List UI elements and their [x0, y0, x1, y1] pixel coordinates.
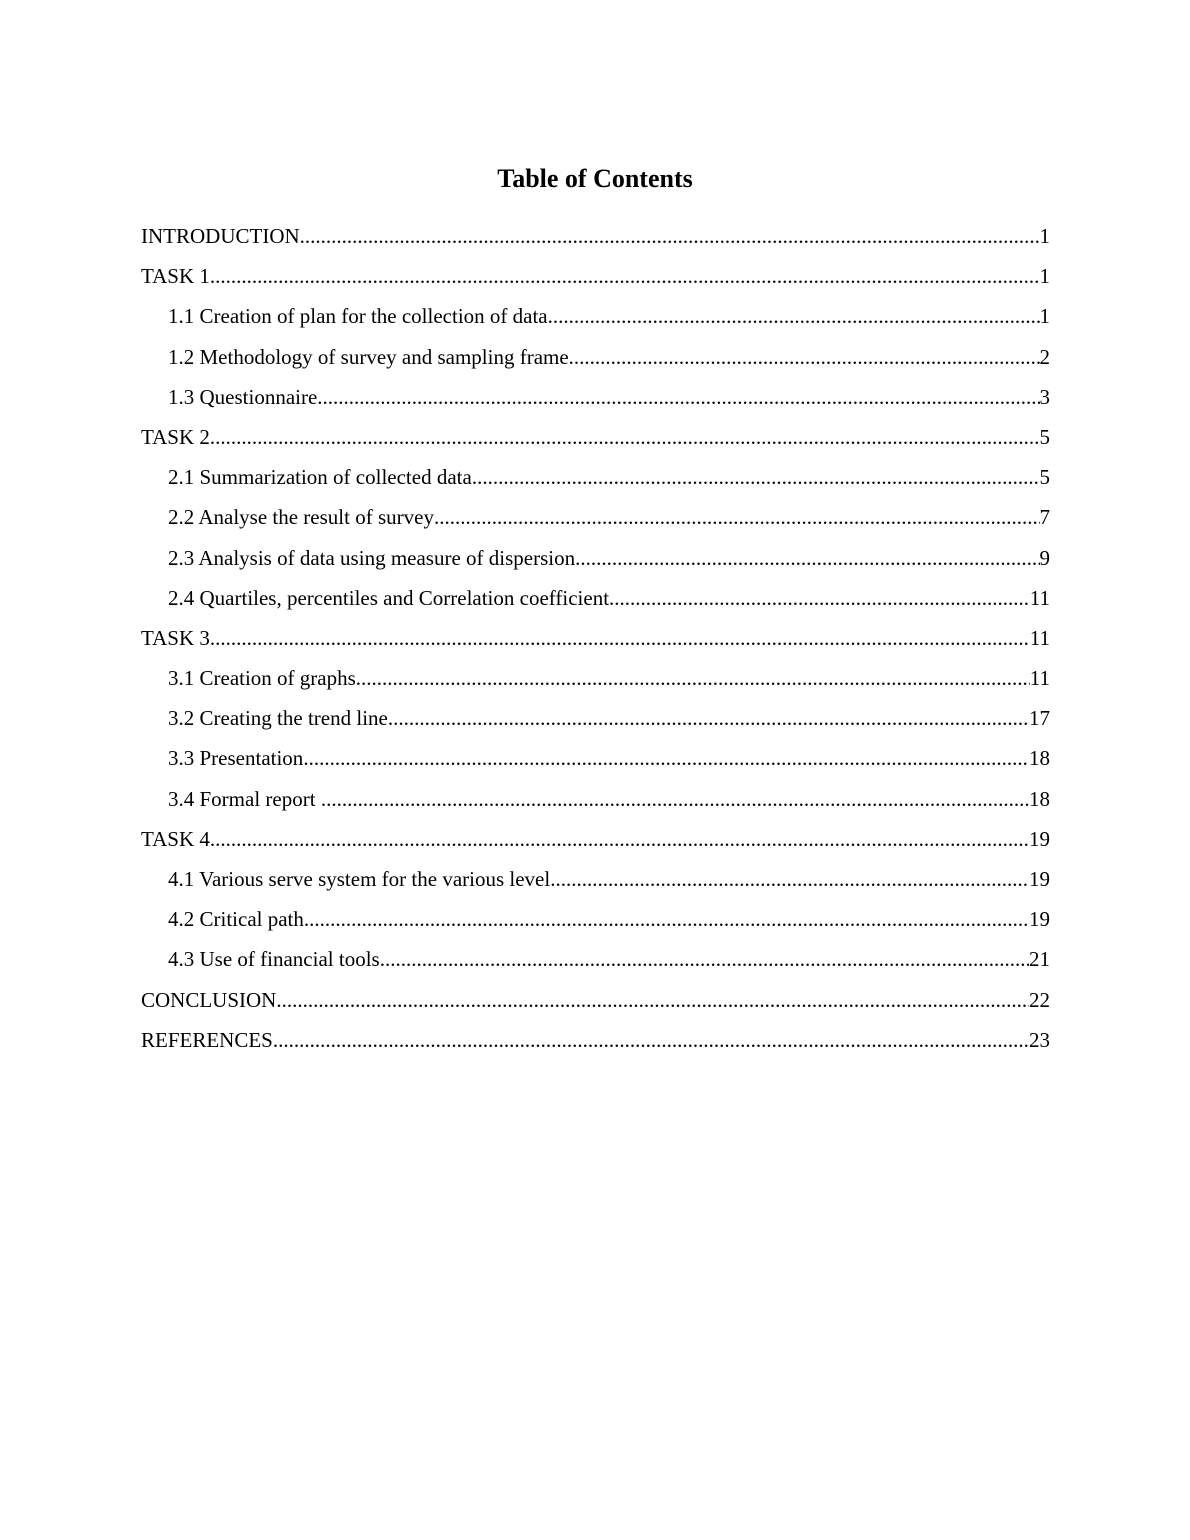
toc-entry-label: 4.3 Use of financial tools	[168, 947, 380, 972]
toc-entry-label: 1.3 Questionnaire	[168, 384, 318, 409]
toc-entry-page: 11	[1029, 666, 1050, 691]
toc-entry[interactable]	[141, 902, 1050, 942]
toc-entry[interactable]	[141, 299, 1050, 339]
toc-leader-dots	[575, 541, 1039, 575]
toc-leader-dots	[321, 782, 1029, 816]
toc-entry-label: 4.1 Various serve system for the various level	[168, 867, 551, 891]
toc-entry-page: 22	[1029, 987, 1050, 1012]
toc-entry-page: 19	[1029, 826, 1050, 851]
toc-entry-page: 18	[1029, 786, 1050, 811]
toc-entry[interactable]	[141, 983, 1050, 1023]
table-of-contents	[141, 219, 1050, 1063]
toc-leader-dots	[276, 983, 1029, 1017]
toc-leader-dots	[472, 460, 1040, 494]
toc-entry-page: 9	[1039, 545, 1050, 570]
toc-entry-page: 7	[1039, 505, 1050, 530]
toc-entry-label: 3.4 Formal report	[168, 786, 321, 811]
toc-entry-page: 11	[1029, 585, 1050, 610]
toc-entry-label: 1.2 Methodology of survey and sampling frame	[168, 344, 569, 369]
toc-entry[interactable]	[141, 460, 1050, 500]
toc-entry[interactable]	[141, 541, 1050, 581]
toc-entry-page: 23	[1029, 1027, 1050, 1052]
toc-entry-label: REFERENCES	[141, 1027, 273, 1052]
toc-entry-label: 3.3 Presentation	[168, 746, 304, 771]
toc-entry-label: TASK 4	[141, 826, 210, 851]
toc-leader-dots	[434, 500, 1040, 534]
toc-leader-dots	[210, 420, 1040, 454]
toc-entry-label: 3.2 Creating the trend line	[168, 706, 388, 731]
toc-leader-dots	[569, 340, 1040, 374]
toc-entry[interactable]	[141, 219, 1050, 259]
toc-entry[interactable]	[141, 380, 1050, 420]
toc-entry[interactable]	[141, 741, 1050, 781]
page-title: Table of Contents	[497, 164, 693, 193]
toc-leader-dots	[317, 380, 1039, 414]
toc-entry-label: TASK 3	[141, 625, 210, 650]
toc-entry-page: 5	[1039, 465, 1050, 490]
toc-entry[interactable]	[141, 500, 1050, 540]
toc-entry[interactable]	[141, 340, 1050, 380]
toc-entry-label: 2.1 Summarization of collected data	[168, 465, 472, 490]
toc-entry[interactable]	[141, 862, 1050, 902]
toc-entry-label: INTRODUCTION	[141, 224, 300, 248]
toc-entry-label: 2.3 Analysis of data using measure of dispersion	[168, 545, 576, 570]
toc-leader-dots	[273, 1023, 1029, 1057]
toc-entry[interactable]	[141, 701, 1050, 741]
toc-entry-page: 1	[1039, 304, 1050, 329]
toc-entry-page: 5	[1039, 424, 1050, 449]
toc-leader-dots	[609, 581, 1030, 615]
toc-entry-page: 19	[1029, 867, 1050, 891]
toc-entry[interactable]	[141, 420, 1050, 460]
toc-entry-page: 19	[1029, 907, 1050, 932]
toc-leader-dots	[210, 259, 1040, 293]
toc-entry-page: 1	[1039, 264, 1050, 289]
toc-entry[interactable]	[141, 942, 1050, 982]
toc-entry-page: 11	[1029, 625, 1050, 650]
toc-entry-page: 2	[1039, 344, 1050, 369]
toc-entry-label: TASK 1	[141, 264, 210, 289]
toc-leader-dots	[380, 942, 1029, 976]
toc-entry[interactable]	[141, 621, 1050, 661]
toc-entry-page: 3	[1039, 384, 1050, 409]
toc-entry-page: 17	[1029, 706, 1050, 731]
toc-leader-dots	[210, 822, 1029, 856]
toc-entry[interactable]	[141, 259, 1050, 299]
toc-entry-label: 2.2 Analyse the result of survey	[168, 505, 434, 530]
toc-entry[interactable]	[141, 782, 1050, 822]
toc-leader-dots	[356, 661, 1030, 695]
toc-leader-dots	[210, 621, 1030, 655]
toc-entry-label: 2.4 Quartiles, percentiles and Correlation coefficient	[168, 585, 610, 610]
toc-entry[interactable]	[141, 661, 1050, 701]
toc-entry-label: 1.1 Creation of plan for the collection of data	[168, 304, 548, 329]
toc-leader-dots	[548, 299, 1040, 333]
toc-leader-dots	[304, 902, 1029, 936]
toc-entry-label: TASK 2	[141, 424, 210, 449]
toc-entry-label: CONCLUSION	[141, 987, 277, 1012]
toc-leader-dots	[550, 862, 1029, 896]
toc-entry-page: 18	[1029, 746, 1050, 771]
toc-entry[interactable]	[141, 581, 1050, 621]
toc-leader-dots	[300, 219, 1040, 253]
toc-entry[interactable]	[141, 1023, 1050, 1063]
toc-leader-dots	[303, 741, 1029, 775]
toc-entry-page: 21	[1029, 947, 1050, 972]
toc-leader-dots	[388, 701, 1029, 735]
toc-entry-label: 4.2 Critical path	[168, 907, 304, 932]
toc-entry[interactable]	[141, 822, 1050, 862]
toc-entry-label: 3.1 Creation of graphs	[168, 666, 356, 691]
toc-entry-page: 1	[1039, 224, 1050, 248]
